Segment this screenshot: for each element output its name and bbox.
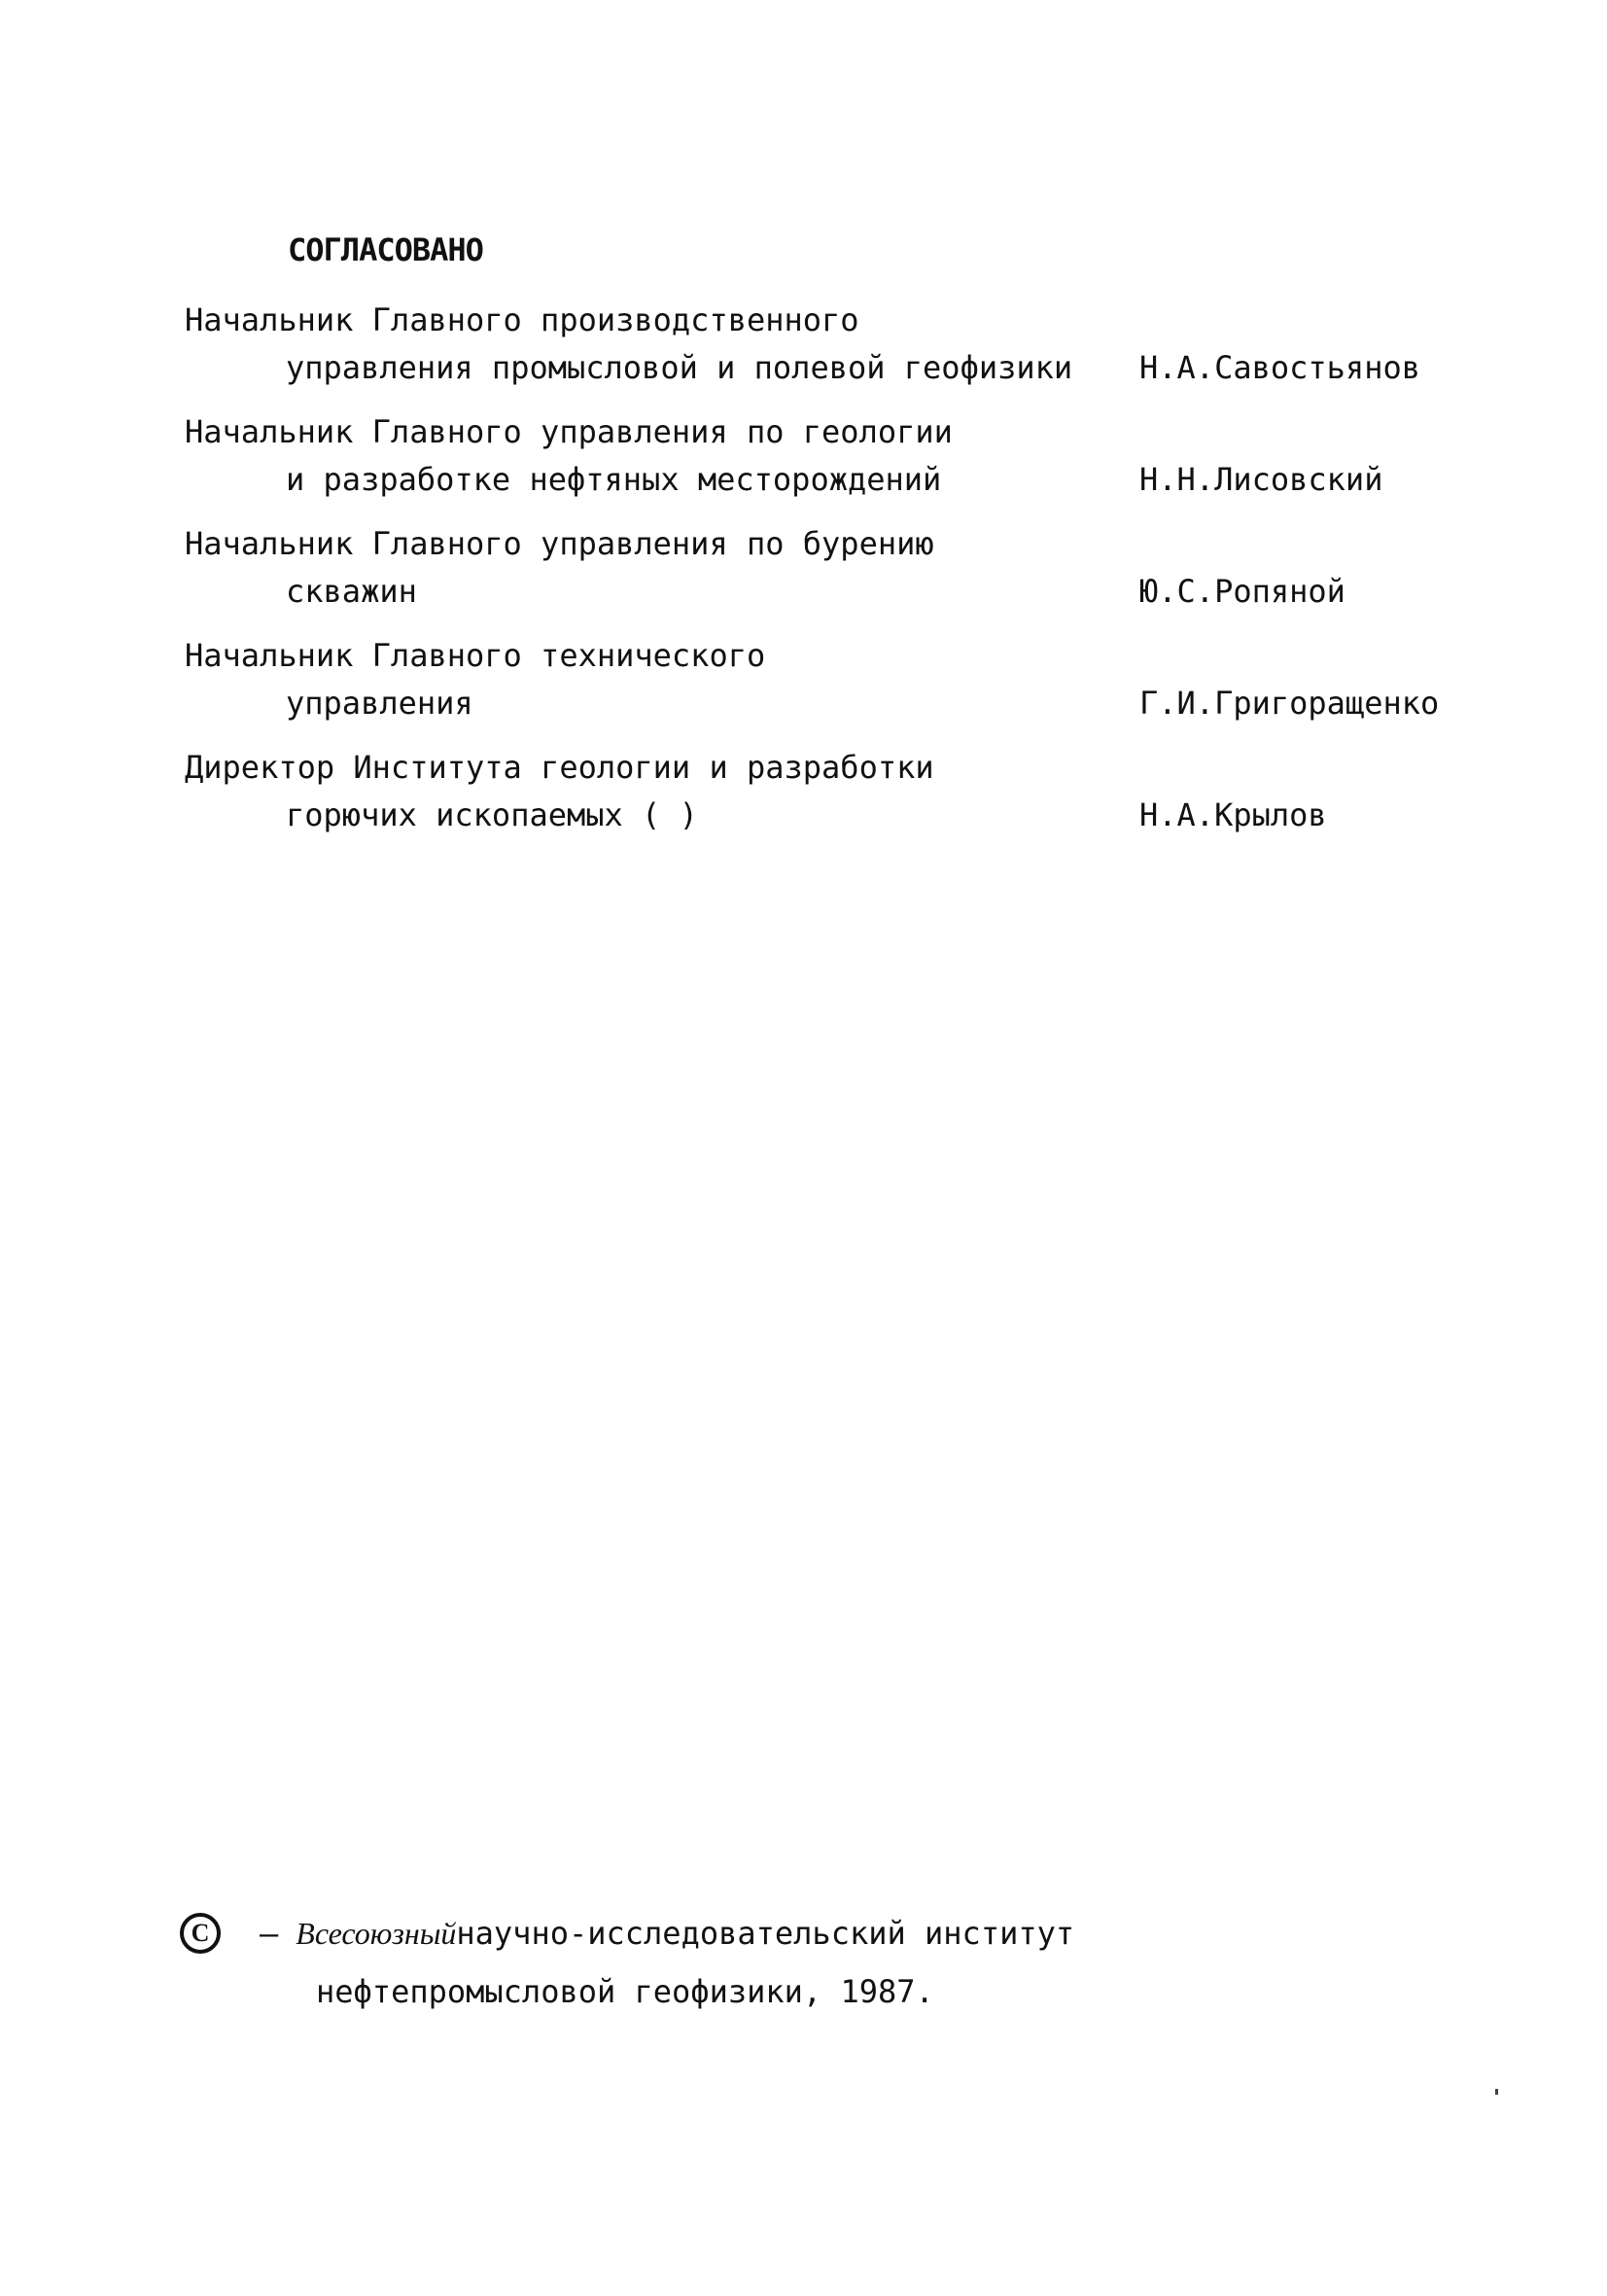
approval-entry (185, 297, 1478, 392)
copyright-holder-line2: нефтепромысловой геофизики, 1987. (316, 1973, 934, 2010)
approver-name: Н.Н.Лисовский (1139, 461, 1383, 498)
approval-position-line2: управления промысловой и полевой геофизики (286, 349, 1073, 386)
copyright-icon: C (180, 1913, 221, 1954)
copyright-holder-line1: научно-исследовательский институт (456, 1915, 1075, 1952)
approval-position-line1: Начальник Главного управления по бурению (185, 525, 934, 562)
scan-speck (1495, 2089, 1498, 2095)
approval-position-line2-suffix: ) (679, 796, 698, 833)
approver-name: Н.А.Савостьянов (1139, 349, 1420, 386)
approval-entry (185, 408, 1478, 504)
approval-list (185, 297, 1478, 856)
copyright-dash: – (260, 1915, 279, 1952)
approval-position-line2: управления (286, 685, 473, 722)
approval-position-line2: скважин (286, 573, 417, 610)
copyright-holder-lead: Всесоюзный (296, 1916, 457, 1951)
approval-entry (185, 520, 1478, 616)
approval-position-line1: Начальник Главного технического (185, 637, 766, 674)
approval-position-line1: Начальник Главного управления по геологии (185, 413, 953, 450)
approval-position-line2-prefix: горючих ископаемых ( (286, 796, 680, 833)
approval-heading: СОГЛАСОВАНО (288, 231, 483, 268)
approver-name: Н.А.Крылов (1139, 796, 1327, 833)
approver-name: Ю.С.Ропяной (1139, 573, 1345, 610)
approval-entry (185, 632, 1478, 727)
approval-position-line1: Начальник Главного производственного (185, 301, 859, 338)
approval-entry (185, 744, 1478, 839)
approver-name: Г.И.Григоращенко (1139, 685, 1440, 722)
approval-position-line1: Директор Института геологии и разработки (185, 749, 934, 786)
copyright-notice (180, 1904, 1249, 2021)
approval-position-line2: и разработке нефтяных месторождений (286, 461, 942, 498)
